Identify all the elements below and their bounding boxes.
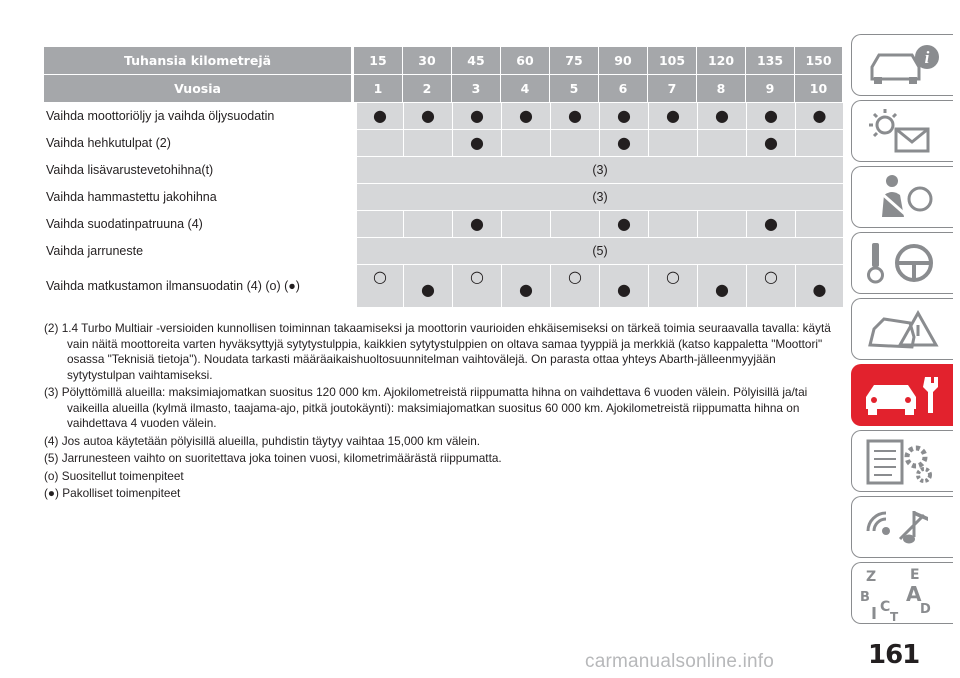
schedule-mark: ● [501,265,550,308]
header-row-label: Vuosia [44,75,354,103]
footnote: (●) Pakolliset toimenpiteet [44,486,181,500]
row-label: Vaihda lisävarustevetohihna(t) [44,157,354,184]
schedule-mark [795,130,843,157]
schedule-mark: ● [452,103,501,130]
header-cell: 5 [550,75,599,103]
tab-emergency[interactable] [851,298,953,360]
header-cell: 1 [354,75,403,103]
header-cell: 4 [501,75,550,103]
schedule-mark: ● [746,103,795,130]
schedule-mark [648,211,697,238]
schedule-mark [354,211,403,238]
schedule-mark [403,211,452,238]
table-row [44,238,843,265]
schedule-mark [795,211,843,238]
tab-safety[interactable] [851,166,953,228]
index-letter-b: B [860,590,870,605]
index-letter-t: T [890,610,899,623]
header-cell: 30 [403,47,452,75]
footnote: (4) Jos autoa käytetään pölyisillä alueilla, puhdistin täytyy vaihtaa 15,000 km välein. [44,433,481,448]
header-cell: 90 [599,47,648,75]
schedule-mark [403,130,452,157]
header-row-label: Tuhansia kilometrejä [44,47,354,75]
header-cell: 6 [599,75,648,103]
tab-car-info[interactable] [851,34,953,96]
seatbelt-airbag-icon [852,167,952,227]
row-label: Vaihda hehkutulpat (2) [44,130,354,157]
header-cell: 135 [746,47,795,75]
dashboard-warning-lights-icon [852,101,952,161]
schedule-mark: ● [697,265,746,308]
schedule-mark: ○ [746,265,795,308]
tab-index[interactable] [851,562,953,624]
schedule-mark: ○ [550,265,599,308]
schedule-mark [354,130,403,157]
schedule-mark: ● [795,103,843,130]
header-cell: 120 [697,47,746,75]
tab-technical-data[interactable] [851,430,953,492]
schedule-mark: ● [648,103,697,130]
maintenance-schedule-table [44,47,843,308]
header-cell: 60 [501,47,550,75]
footnote: (5) Jarrunesteen vaihto on suoritettava joka toinen vuosi, kilometrimäärästä riippumatta. [44,451,502,465]
table-row [44,265,843,308]
schedule-mark: ● [354,103,403,130]
multimedia-music-icon [852,497,952,557]
schedule-mark: ● [452,211,501,238]
footnote: (3) Pölyttömillä alueilla: maksimiajomatkan suositus 120 000 km. Ajokilometreistä riippumatta hihna on vaihdettava 6 vuoden välein. Pölyisillä ja/tai vaikeilla alueilla (kylmä ilmasto, taajama-ajo, pitkä joutokäynti): maksimiajomatkan suositus 60 000 km. Ajokilometreistä riippumatta hihna on vaihdettava 4 vuoden välein. [44,385,808,430]
schedule-mark: ● [599,103,648,130]
tab-starting-driving[interactable] [851,232,953,294]
schedule-mark [501,211,550,238]
alphabetical-index-icon [852,563,952,623]
header-cell: 7 [648,75,697,103]
index-letter-e: E [910,567,920,583]
row-span-note: (3) [354,157,843,184]
schedule-mark: ● [599,211,648,238]
key-steering-wheel-icon [852,233,952,293]
schedule-mark [697,211,746,238]
schedule-mark [648,130,697,157]
schedule-mark: ● [403,103,452,130]
index-letter-a: A [906,582,922,606]
row-label: Vaihda matkustamon ilmansuodatin (4) (o) (●) [44,265,354,308]
schedule-mark [550,130,599,157]
table-row [44,157,843,184]
schedule-mark: ● [501,103,550,130]
footnote: (2) 1.4 Turbo Multiair -versioiden kunnollisen toiminnan takaamiseksi ja moottorin vaurioiden ehkäisemiseksi on tärkeä toimia seuraavalla tavalla: käytä vain näitä moottoreita varten hyväksyttyjä sytytystulppia, kaikkien sytytystulppien on oltava samaa tyyppiä ja merkkiä (katso kappaletta "Moottori" osassa "Teknisiä tietoja"). Noudata tarkasti määräaikaishuoltosuunnitelman vaihtovälejä. On parasta ottaa yhteys Abarth-jälleenmyyjään sytytystulpan vaihtamiseksi. [44,321,831,382]
row-label: Vaihda hammastettu jakohihna [44,184,354,211]
car-maintenance-wrench-icon [852,365,952,425]
schedule-mark: ● [550,103,599,130]
table-row [44,130,843,157]
tab-servicing-maintenance[interactable] [851,364,953,426]
tab-dashboard[interactable] [851,100,953,162]
header-cell: 45 [452,47,501,75]
header-cell: 75 [550,47,599,75]
schedule-mark: ● [697,103,746,130]
header-cell: 3 [452,75,501,103]
index-letter-d: D [920,602,931,617]
schedule-mark: ● [746,211,795,238]
schedule-mark [697,130,746,157]
schedule-mark: ● [795,265,843,308]
row-span-note: (5) [354,238,843,265]
svg-text:i: i [924,48,930,67]
header-row [44,75,843,103]
header-cell: 150 [795,47,843,75]
index-letter-c: C [880,599,891,615]
header-cell: 10 [795,75,843,103]
header-cell: 2 [403,75,452,103]
schedule-mark [550,211,599,238]
tab-multimedia[interactable] [851,496,953,558]
index-letter-z: Z [866,569,877,585]
row-label: Vaihda suodatinpatruuna (4) [44,211,354,238]
table-row [44,211,843,238]
header-cell: 15 [354,47,403,75]
schedule-mark: ○ [452,265,501,308]
schedule-mark [501,130,550,157]
schedule-mark: ● [452,130,501,157]
car-breakdown-icon [852,299,952,359]
schedule-mark: ● [599,130,648,157]
header-cell: 105 [648,47,697,75]
technical-data-gears-icon [852,431,952,491]
schedule-mark: ● [403,265,452,308]
header-cell: 9 [746,75,795,103]
row-span-note: (3) [354,184,843,211]
header-row [44,47,843,75]
schedule-mark: ○ [648,265,697,308]
schedule-mark: ○ [354,265,403,308]
schedule-mark: ● [599,265,648,308]
table-row [44,103,843,130]
header-cell: 8 [697,75,746,103]
footnotes [44,321,844,504]
row-label: Vaihda jarruneste [44,238,354,265]
watermark: carmanualsonline.info [585,651,775,672]
table-row [44,184,843,211]
schedule-mark: ● [746,130,795,157]
page-number: 161 [868,640,920,670]
car-info-icon [852,35,952,95]
row-label: Vaihda moottoriöljy ja vaihda öljysuodatin [44,103,354,130]
footnote: (o) Suositellut toimenpiteet [44,468,184,483]
